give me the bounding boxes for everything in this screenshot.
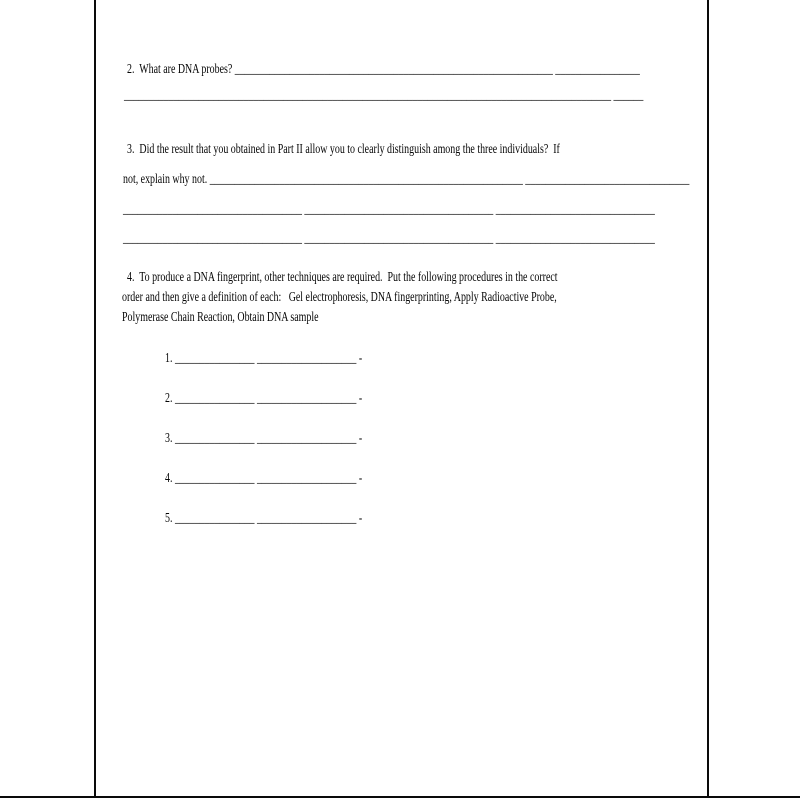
page-right-edge-rule	[707, 0, 709, 797]
ordered-fill-in-item-4: 4. ________________ ____________________ -	[165, 471, 363, 486]
question-3-text-line-1: 3. Did the result that you obtained in Part II allow you to clearly distinguish among the three individuals? If	[127, 142, 560, 157]
question-2-text: 2. What are DNA probes? ________________________________________________________________ _________________	[127, 62, 640, 77]
ordered-fill-in-item-2: 2. ________________ ____________________ -	[165, 391, 363, 406]
question-4-text-line-3: Polymerase Chain Reaction, Obtain DNA sample	[122, 310, 319, 325]
ordered-fill-in-item-1: 1. ________________ ____________________ -	[165, 351, 363, 366]
question-3-answer-blank-line-1: ____________________________________ ______________________________________ ________________________________	[123, 202, 655, 217]
ordered-fill-in-item-5: 5. ________________ ____________________ -	[165, 511, 363, 526]
question-4-text-line-2: order and then give a definition of each: Gel electrophoresis, DNA fingerprinting, Apply Radioactive Probe,	[122, 290, 557, 305]
question-3-text-line-2: not, explain why not. _______________________________________________________________ _________________________________	[123, 172, 690, 187]
question-3-answer-blank-line-2: ____________________________________ ______________________________________ ________________________________	[123, 231, 655, 246]
question-2-answer-blank-line: __________________________________________________________________________________________________ ______	[124, 88, 644, 103]
ordered-fill-in-item-3: 3. ________________ ____________________ -	[165, 431, 363, 446]
page-bottom-edge-rule	[0, 796, 800, 798]
question-4-text-line-1: 4. To produce a DNA fingerprint, other techniques are required. Put the following procedures in the correct	[127, 270, 558, 285]
page-left-edge-rule	[94, 0, 96, 797]
